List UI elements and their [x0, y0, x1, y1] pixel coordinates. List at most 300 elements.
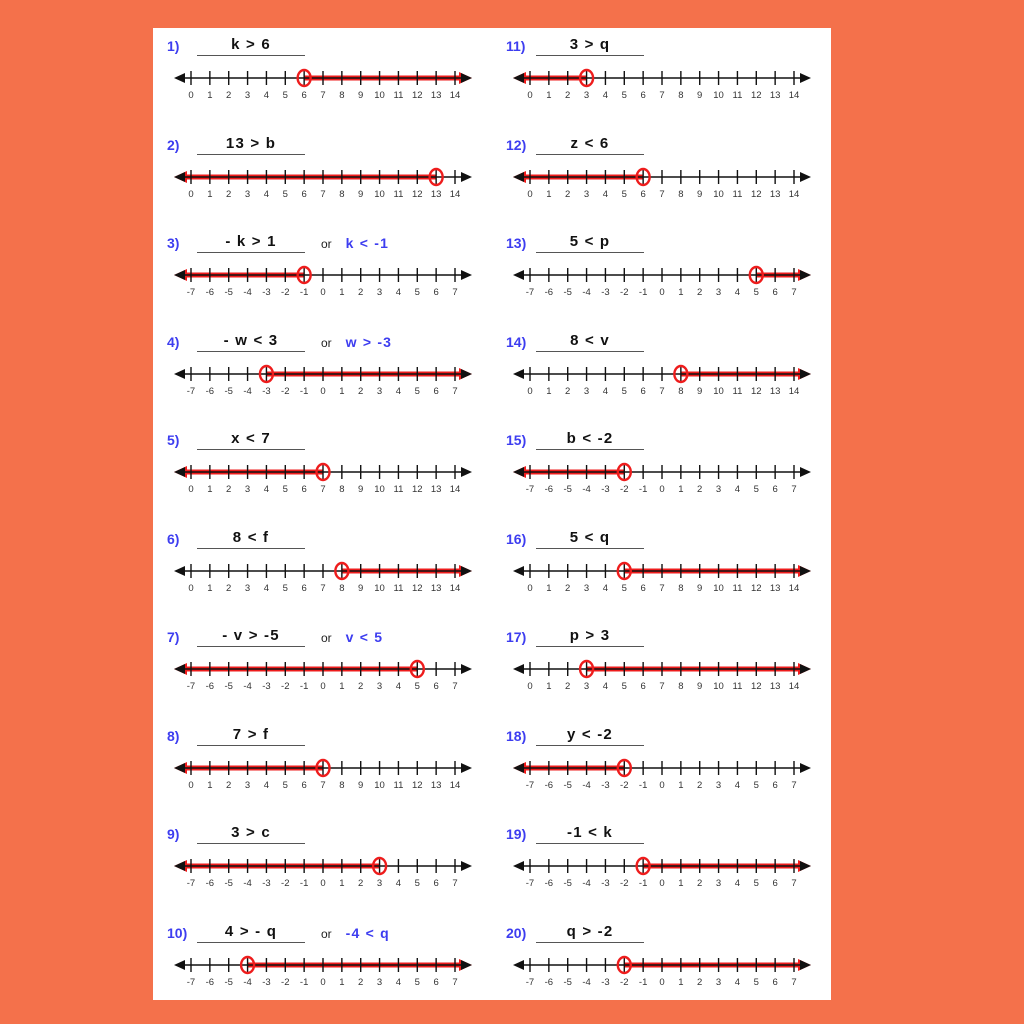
tick-label: -7 — [186, 878, 196, 889]
axis-tick-labels — [512, 583, 812, 599]
problem-heading — [163, 718, 492, 746]
tick-label: 7 — [320, 188, 326, 200]
tick-label: 7 — [452, 385, 458, 397]
tick-label: 11 — [393, 582, 404, 594]
problem-17 — [502, 619, 831, 718]
tick-label: 1 — [678, 287, 684, 298]
tick-label: 7 — [452, 681, 458, 692]
tick-label: 6 — [433, 385, 439, 397]
axis-tick-labels — [512, 287, 812, 303]
problem-heading — [502, 127, 831, 155]
number-line-7 — [173, 647, 473, 707]
problem-5 — [163, 422, 492, 521]
tick-label: 3 — [715, 878, 722, 889]
tick-label: 5 — [282, 582, 288, 594]
axis-tick-labels — [512, 977, 812, 993]
tick-label: 12 — [750, 188, 762, 200]
number-line-6 — [173, 549, 473, 609]
tick-label: 12 — [411, 188, 423, 200]
tick-label: -3 — [601, 287, 610, 298]
tick-label: 9 — [697, 90, 703, 101]
tick-label: 10 — [713, 582, 724, 594]
tick-label: 13 — [430, 90, 442, 101]
tick-label: 3 — [376, 385, 383, 397]
tick-label: -1 — [638, 878, 648, 889]
tick-label: 14 — [788, 90, 800, 101]
problem-number: 13) — [506, 235, 527, 251]
tick-label: -6 — [205, 681, 215, 692]
axis-tick-labels — [173, 780, 473, 796]
number-line-20 — [512, 943, 812, 1001]
tick-label: -3 — [601, 779, 610, 791]
tick-label: 3 — [583, 188, 590, 200]
tick-label: -4 — [243, 878, 252, 889]
tick-label: 9 — [358, 90, 364, 101]
tick-label: 4 — [395, 681, 402, 692]
tick-label: 3 — [715, 779, 722, 791]
tick-label: 3 — [583, 582, 590, 594]
or-label: or — [321, 926, 332, 941]
number-line-11 — [512, 56, 812, 116]
tick-label: 0 — [527, 582, 533, 594]
tick-label: -4 — [582, 484, 591, 495]
tick-label: 13 — [430, 188, 442, 200]
problem-number: 5) — [167, 432, 180, 448]
problem-number: 2) — [167, 136, 180, 153]
problem-19 — [502, 816, 831, 915]
tick-label: 3 — [583, 681, 590, 692]
tick-label: 11 — [393, 779, 404, 791]
tick-label: 2 — [358, 878, 364, 889]
tick-label: 7 — [659, 582, 665, 594]
tick-label: 13 — [769, 582, 781, 594]
tick-label: 2 — [697, 287, 703, 298]
tick-label: 4 — [263, 779, 270, 791]
tick-label: 0 — [659, 878, 665, 889]
tick-label: 4 — [602, 90, 609, 101]
tick-label: -5 — [224, 976, 233, 988]
tick-label: 2 — [565, 681, 571, 692]
tick-label: 3 — [244, 90, 251, 101]
problem-number: 12) — [506, 136, 527, 153]
tick-label: -3 — [262, 287, 271, 298]
number-line-15 — [512, 450, 812, 510]
tick-label: 1 — [678, 779, 684, 791]
problem-10 — [163, 915, 492, 1001]
tick-label: -3 — [601, 878, 610, 889]
or-label: or — [321, 335, 332, 350]
tick-label: 3 — [715, 976, 722, 988]
tick-label: 9 — [697, 385, 703, 397]
tick-label: -6 — [205, 287, 215, 298]
problem-12 — [502, 127, 831, 226]
problem-number: 18) — [506, 727, 527, 744]
tick-label: 8 — [339, 582, 345, 594]
tick-label: 6 — [301, 582, 307, 594]
problem-heading — [163, 28, 492, 56]
tick-label: -6 — [544, 976, 554, 988]
tick-label: 12 — [750, 681, 762, 692]
problem-1 — [163, 28, 492, 127]
tick-label: 11 — [732, 582, 743, 594]
tick-label: 1 — [678, 484, 684, 495]
tick-label: -7 — [186, 681, 196, 692]
number-line-1 — [173, 56, 473, 116]
axis-tick-labels — [512, 90, 812, 106]
tick-label: 1 — [207, 188, 213, 200]
tick-label: 4 — [602, 385, 609, 397]
problem-heading — [502, 816, 831, 844]
problem-heading — [163, 225, 492, 253]
tick-label: 0 — [527, 188, 533, 200]
tick-label: 5 — [414, 385, 420, 397]
tick-label: 1 — [678, 976, 684, 988]
tick-label: 1 — [546, 385, 552, 397]
inequality-expression: - w < 3 — [197, 332, 305, 352]
problem-heading — [163, 619, 492, 647]
tick-label: -1 — [299, 385, 309, 397]
tick-label: 13 — [430, 779, 442, 791]
or-label: or — [321, 631, 332, 645]
tick-label: 2 — [565, 188, 571, 200]
problem-heading — [163, 521, 492, 549]
tick-label: 3 — [244, 582, 251, 594]
tick-label: 5 — [414, 976, 420, 988]
tick-label: -2 — [281, 976, 290, 988]
tick-label: 7 — [320, 90, 326, 101]
tick-label: 5 — [621, 385, 627, 397]
tick-label: -4 — [582, 976, 591, 988]
axis-tick-labels — [173, 681, 473, 697]
inequality-expression: y < -2 — [536, 726, 644, 746]
tick-label: -4 — [582, 287, 591, 298]
tick-label: 0 — [527, 385, 533, 397]
tick-label: 6 — [640, 385, 646, 397]
tick-label: 7 — [791, 484, 797, 495]
tick-label: -2 — [620, 484, 629, 495]
tick-label: -5 — [224, 287, 233, 298]
tick-label: 0 — [659, 976, 665, 988]
tick-label: -7 — [186, 976, 196, 988]
inequality-expression: x < 7 — [197, 430, 305, 450]
tick-label: 14 — [449, 582, 461, 594]
tick-label: 9 — [697, 582, 703, 594]
tick-label: -2 — [620, 878, 629, 889]
tick-label: -5 — [563, 779, 572, 791]
tick-label: 14 — [788, 582, 800, 594]
problem-2 — [163, 127, 492, 226]
tick-label: -6 — [544, 779, 554, 791]
tick-label: 13 — [769, 188, 781, 200]
problem-heading — [502, 324, 831, 352]
tick-label: -3 — [262, 878, 271, 889]
tick-label: -1 — [638, 287, 648, 298]
tick-label: -7 — [525, 878, 535, 889]
tick-label: 0 — [188, 484, 194, 495]
tick-label: 2 — [226, 188, 232, 200]
tick-label: 2 — [226, 582, 232, 594]
tick-label: 5 — [753, 287, 759, 298]
alternate-inequality: -4 < q — [345, 924, 390, 941]
axis-tick-labels — [512, 681, 812, 697]
tick-label: 7 — [320, 484, 326, 495]
tick-label: 6 — [433, 287, 439, 298]
tick-label: 4 — [395, 385, 402, 397]
problem-number: 3) — [167, 235, 180, 251]
tick-label: 8 — [678, 582, 684, 594]
number-line-2 — [173, 155, 473, 215]
axis-tick-labels — [173, 386, 473, 402]
tick-label: 12 — [411, 582, 423, 594]
tick-label: 8 — [678, 681, 684, 692]
tick-label: -2 — [281, 385, 290, 397]
tick-label: 1 — [339, 385, 345, 397]
tick-label: 7 — [320, 582, 326, 594]
problem-16 — [502, 521, 831, 620]
tick-label: -3 — [262, 976, 271, 988]
tick-label: 14 — [449, 188, 461, 200]
tick-label: -2 — [620, 976, 629, 988]
problem-heading — [502, 521, 831, 549]
tick-label: 9 — [358, 188, 364, 200]
tick-label: 1 — [207, 582, 213, 594]
axis-tick-labels — [512, 780, 812, 796]
tick-label: 1 — [546, 681, 552, 692]
number-line-3 — [173, 253, 473, 313]
tick-label: 6 — [772, 779, 778, 791]
tick-label: 6 — [433, 878, 439, 889]
or-label: or — [321, 237, 332, 251]
problem-number: 6) — [167, 530, 180, 547]
tick-label: 12 — [750, 90, 762, 101]
inequality-expression: b < -2 — [536, 430, 644, 450]
axis-tick-labels — [173, 189, 473, 205]
alternate-inequality: k < -1 — [345, 235, 390, 251]
tick-label: 6 — [301, 188, 307, 200]
tick-label: -5 — [563, 287, 572, 298]
tick-label: 2 — [697, 779, 703, 791]
problem-heading — [502, 28, 831, 56]
tick-label: 5 — [753, 779, 759, 791]
tick-label: 7 — [791, 878, 797, 889]
tick-label: 6 — [301, 90, 307, 101]
problem-15 — [502, 422, 831, 521]
tick-label: 2 — [697, 878, 703, 889]
tick-label: 14 — [449, 90, 461, 101]
tick-label: 2 — [697, 484, 703, 495]
tick-label: 11 — [393, 484, 404, 495]
tick-label: -1 — [299, 878, 309, 889]
tick-label: -1 — [638, 976, 648, 988]
tick-label: 4 — [602, 188, 609, 200]
tick-label: 11 — [732, 90, 743, 101]
problem-heading — [163, 422, 492, 450]
tick-label: 0 — [527, 681, 533, 692]
tick-label: 5 — [282, 484, 288, 495]
tick-label: 2 — [358, 681, 364, 692]
tick-label: -7 — [525, 779, 535, 791]
axis-tick-labels — [512, 484, 812, 500]
tick-label: 13 — [430, 582, 442, 594]
tick-label: 3 — [244, 484, 251, 495]
tick-label: 7 — [659, 90, 665, 101]
tick-label: 6 — [433, 681, 439, 692]
tick-label: 4 — [263, 484, 270, 495]
tick-label: -2 — [281, 287, 290, 298]
axis-tick-labels — [512, 189, 812, 205]
axis-tick-labels — [173, 90, 473, 106]
tick-label: -1 — [299, 681, 309, 692]
tick-label: 2 — [358, 287, 364, 298]
tick-label: 6 — [433, 976, 439, 988]
problem-number: 1) — [167, 38, 180, 54]
problem-number: 11) — [506, 38, 526, 54]
tick-label: 4 — [263, 90, 270, 101]
tick-label: 5 — [621, 90, 627, 101]
tick-label: 0 — [659, 287, 665, 298]
tick-label: 10 — [713, 385, 724, 397]
tick-label: 0 — [188, 90, 194, 101]
tick-label: 0 — [320, 681, 326, 692]
tick-label: -2 — [620, 779, 629, 791]
number-line-19 — [512, 844, 812, 904]
tick-label: -3 — [601, 976, 610, 988]
tick-label: 2 — [226, 779, 232, 791]
worksheet-sheet — [153, 28, 831, 1000]
alternate-inequality: v < 5 — [345, 629, 384, 645]
tick-label: 8 — [678, 385, 684, 397]
axis-tick-labels — [173, 878, 473, 894]
tick-label: 10 — [374, 779, 385, 791]
axis-tick-labels — [173, 977, 473, 993]
tick-label: 10 — [713, 188, 724, 200]
tick-label: 8 — [339, 484, 345, 495]
tick-label: 13 — [769, 681, 781, 692]
axis-tick-labels — [512, 386, 812, 402]
tick-label: -3 — [601, 484, 610, 495]
tick-label: 7 — [659, 681, 665, 692]
tick-label: 5 — [414, 681, 420, 692]
tick-label: 3 — [376, 681, 383, 692]
inequality-expression: 7 > f — [197, 726, 305, 746]
tick-label: 4 — [263, 582, 270, 594]
problem-heading — [502, 718, 831, 746]
tick-label: 5 — [282, 779, 288, 791]
tick-label: 1 — [207, 90, 213, 101]
tick-label: 0 — [320, 287, 326, 298]
problem-number: 7) — [167, 629, 180, 645]
problem-heading — [163, 324, 492, 352]
problem-number: 4) — [167, 333, 180, 350]
tick-label: -6 — [205, 878, 215, 889]
tick-label: -5 — [563, 484, 572, 495]
number-line-17 — [512, 647, 812, 707]
number-line-4 — [173, 352, 473, 412]
axis-tick-labels — [173, 484, 473, 500]
problem-heading — [163, 816, 492, 844]
tick-label: -7 — [186, 385, 196, 397]
problem-heading — [502, 915, 831, 943]
inequality-expression: 13 > b — [197, 135, 305, 155]
tick-label: -6 — [544, 484, 554, 495]
inequality-expression: 5 < q — [536, 529, 644, 549]
tick-label: -6 — [205, 976, 215, 988]
problem-number: 19) — [506, 826, 527, 842]
tick-label: 4 — [734, 287, 741, 298]
tick-label: 2 — [697, 976, 703, 988]
tick-label: 1 — [207, 779, 213, 791]
tick-label: 7 — [791, 287, 797, 298]
tick-label: -5 — [224, 878, 233, 889]
tick-label: 7 — [659, 188, 665, 200]
problem-heading — [163, 127, 492, 155]
tick-label: 5 — [753, 484, 759, 495]
problem-number: 14) — [506, 333, 527, 350]
tick-label: 4 — [734, 484, 741, 495]
tick-label: 0 — [527, 90, 533, 101]
tick-label: 7 — [452, 976, 458, 988]
number-line-5 — [173, 450, 473, 510]
tick-label: 4 — [602, 681, 609, 692]
tick-label: 6 — [640, 681, 646, 692]
problem-4 — [163, 324, 492, 423]
number-line-13 — [512, 253, 812, 313]
tick-label: -2 — [620, 287, 629, 298]
problem-8 — [163, 718, 492, 817]
tick-label: 6 — [772, 878, 778, 889]
tick-label: 0 — [659, 779, 665, 791]
tick-label: 0 — [188, 188, 194, 200]
tick-label: 5 — [282, 188, 288, 200]
tick-label: 1 — [678, 878, 684, 889]
number-line-10 — [173, 943, 473, 1001]
tick-label: 0 — [320, 878, 326, 889]
tick-label: 0 — [320, 976, 326, 988]
problem-3 — [163, 225, 492, 324]
tick-label: 4 — [263, 188, 270, 200]
tick-label: 10 — [374, 484, 385, 495]
tick-label: 2 — [358, 385, 364, 397]
number-line-12 — [512, 155, 812, 215]
tick-label: 9 — [358, 582, 364, 594]
tick-label: -1 — [299, 287, 309, 298]
tick-label: 4 — [734, 779, 741, 791]
tick-label: 11 — [393, 90, 404, 101]
tick-label: 1 — [339, 287, 345, 298]
tick-label: 1 — [546, 582, 552, 594]
tick-label: 13 — [430, 484, 442, 495]
tick-label: 8 — [678, 188, 684, 200]
tick-label: 2 — [226, 484, 232, 495]
tick-label: 1 — [339, 681, 345, 692]
problem-heading — [502, 225, 831, 253]
tick-label: -7 — [186, 287, 196, 298]
tick-label: 5 — [282, 90, 288, 101]
tick-label: 0 — [188, 582, 194, 594]
tick-label: 7 — [791, 976, 797, 988]
tick-label: 8 — [339, 90, 345, 101]
right-column — [492, 28, 831, 1000]
problem-number: 15) — [506, 432, 527, 448]
tick-label: 11 — [732, 188, 743, 200]
tick-label: 3 — [244, 188, 251, 200]
tick-label: 14 — [449, 779, 461, 791]
number-line-16 — [512, 549, 812, 609]
tick-label: -7 — [525, 484, 535, 495]
tick-label: 2 — [565, 90, 571, 101]
tick-label: 7 — [791, 779, 797, 791]
tick-label: -3 — [262, 385, 271, 397]
